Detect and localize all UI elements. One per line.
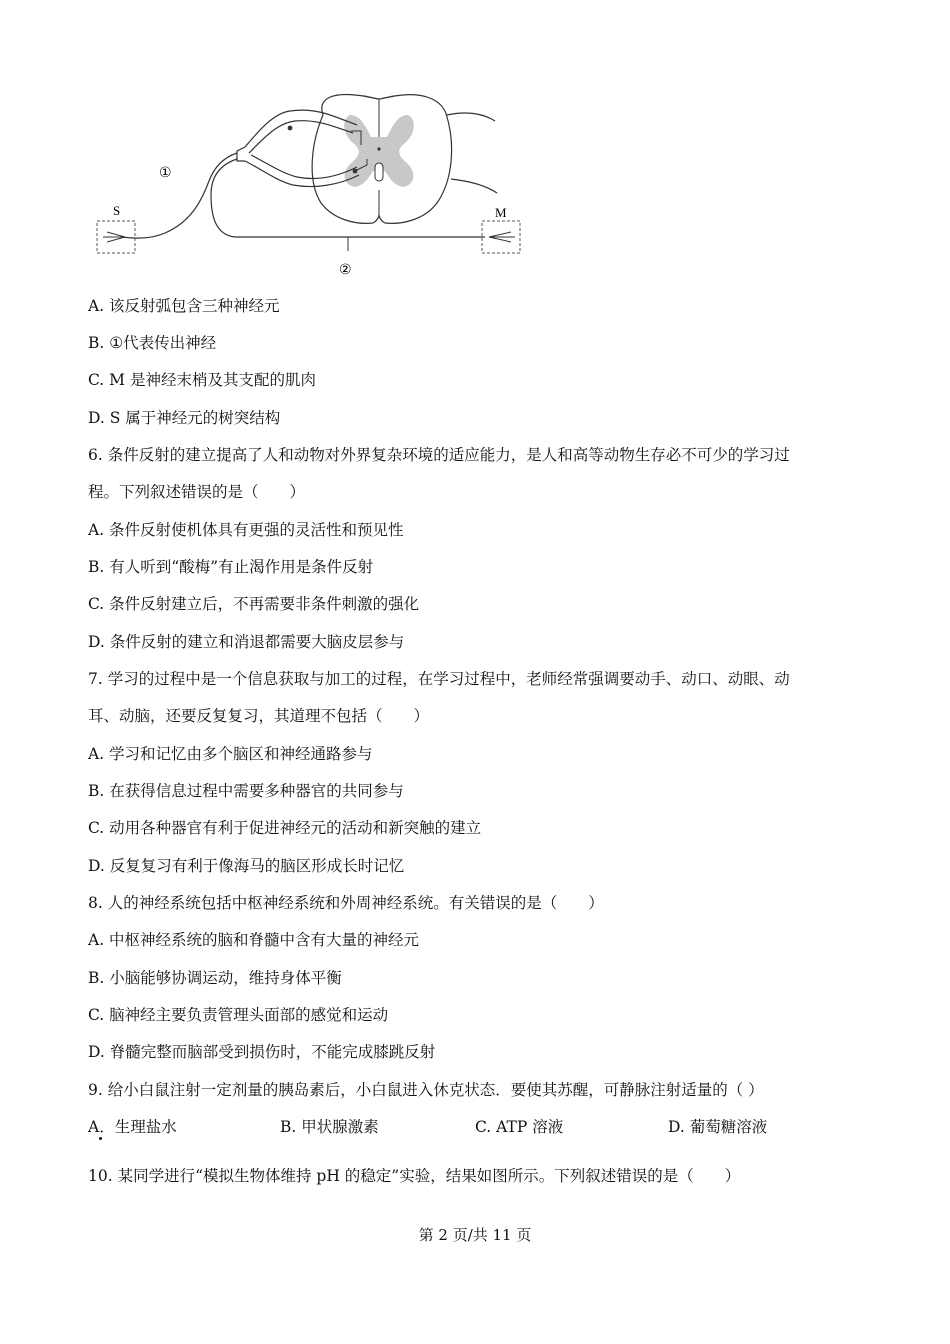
q7-option-d: D. 反复复习有利于像海马的脑区形成长时记忆 xyxy=(88,857,405,875)
q9-stem: 9. 给小白鼠注射一定剂量的胰岛素后，小白鼠进入休克状态．要使其苏醒，可静脉注射适量的（ ） xyxy=(88,1081,764,1099)
q7-option-c: C. 动用各种器官有利于促进神经元的活动和新突触的建立 xyxy=(88,819,482,837)
q7-option-a: A. 学习和记忆由多个脑区和神经通路参与 xyxy=(88,745,373,763)
q8-option-a: A. 中枢神经系统的脑和脊髓中含有大量的神经元 xyxy=(88,931,420,949)
q8-option-d: D. 脊髓完整而脑部受到损伤时，不能完成膝跳反射 xyxy=(88,1043,436,1061)
q5-option-d: D. S 属于神经元的树突结构 xyxy=(88,409,281,427)
q9-option-a: A．生理盐水 xyxy=(88,1118,177,1136)
q6-option-a: A. 条件反射使机体具有更强的灵活性和预见性 xyxy=(88,521,404,539)
emphasis-dot xyxy=(99,1137,102,1140)
q7-option-b: B. 在获得信息过程中需要多种器官的共同参与 xyxy=(88,782,404,800)
q8-option-c: C. 脑神经主要负责管理头面部的感觉和运动 xyxy=(88,1006,389,1024)
label-efferent: ② xyxy=(339,262,352,278)
q8-option-b: B. 小脑能够协调运动，维持身体平衡 xyxy=(88,969,342,987)
q7-stem-line2: 耳、动脑，还要反复复习，其道理不包括（ ） xyxy=(88,707,430,725)
q6-stem-line2: 程。下列叙述错误的是（ ） xyxy=(88,483,306,501)
ventral-root xyxy=(251,155,357,179)
page-footer: 第 2 页/共 11 页 xyxy=(418,1226,532,1244)
q10-stem: 10. 某同学进行“模拟生物体维持 pH 的稳定”实验，结果如图所示。下列叙述错误的是（ ） xyxy=(88,1167,741,1185)
q5-option-c: C. M 是神经末梢及其支配的肌肉 xyxy=(88,371,316,389)
q5-option-b: B. ①代表传出神经 xyxy=(88,334,217,352)
q9-option-b: B. 甲状腺激素 xyxy=(280,1118,379,1136)
q6-option-b: B. 有人听到“酸梅”有止渴作用是条件反射 xyxy=(88,558,374,576)
label-effector: M xyxy=(495,205,507,220)
q9-option-d: D. 葡萄糖溶液 xyxy=(668,1118,768,1136)
reflex-arc-diagram xyxy=(85,85,545,285)
q6-stem-line1: 6. 条件反射的建立提高了人和动物对外界复杂环境的适应能力，是人和高等动物生存必不可少的学习过 xyxy=(88,446,790,464)
afferent-nerve xyxy=(123,153,237,238)
q7-stem-line1: 7. 学习的过程中是一个信息获取与加工的过程，在学习过程中，老师经常强调要动手、动口、动眼、动 xyxy=(88,670,790,688)
q6-option-d: D. 条件反射的建立和消退都需要大脑皮层参与 xyxy=(88,633,405,651)
q9-option-c: C. ATP 溶液 xyxy=(475,1118,564,1136)
label-afferent: ① xyxy=(159,165,172,181)
q8-stem: 8. 人的神经系统包括中枢神经系统和外周神经系统。有关错误的是（ ） xyxy=(88,894,604,912)
q5-option-a: A. 该反射弧包含三种神经元 xyxy=(88,297,280,315)
label-sensor: S xyxy=(113,203,121,218)
q6-option-c: C. 条件反射建立后，不再需要非条件刺激的强化 xyxy=(88,595,420,613)
